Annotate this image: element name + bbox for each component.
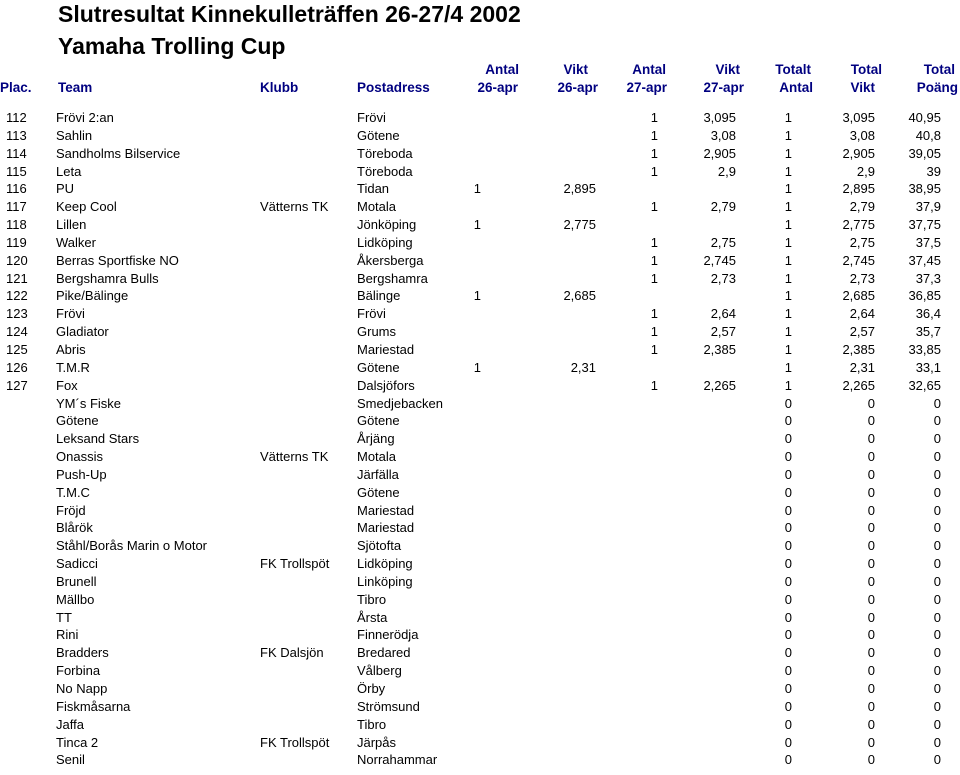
table-row: [0, 537, 960, 555]
header-total-vikt-bottom: Vikt: [850, 80, 875, 95]
cell-total-vikt: 0: [867, 484, 875, 500]
cell-postadress: Årsta: [357, 609, 388, 625]
cell-postadress: Strömsund: [357, 698, 420, 714]
cell-team: Jaffa: [56, 716, 84, 732]
cell-total-vikt: 2,31: [849, 359, 875, 375]
cell-total-poang: 0: [933, 395, 941, 411]
table-row: [0, 680, 960, 698]
cell-team: Push-Up: [56, 466, 107, 482]
cell-total-poang: 37,3: [915, 270, 941, 286]
cell-total-vikt: 2,64: [849, 306, 875, 322]
cell-plac: 116: [6, 181, 27, 197]
cell-team: Sahlin: [56, 127, 93, 143]
header-vikt27-top: Vikt: [715, 62, 740, 77]
cell-team: PU: [56, 181, 75, 197]
table-row: [0, 662, 960, 680]
cell-antal27: 1: [650, 145, 658, 161]
cell-total-vikt: 0: [867, 449, 875, 465]
cell-postadress: Mariestad: [357, 341, 415, 357]
cell-plac: 119: [6, 234, 27, 250]
cell-total-vikt: 2,9: [856, 163, 875, 179]
page-title: Slutresultat Kinnekulleträffen 26-27/4 2002: [58, 1, 521, 27]
cell-total-vikt: 0: [867, 466, 875, 482]
cell-totalt-antal: 1: [784, 234, 792, 250]
cell-totalt-antal: 0: [784, 466, 792, 482]
cell-antal27: 1: [650, 324, 658, 340]
cell-postadress: Sjötofta: [357, 538, 402, 554]
cell-total-poang: 0: [933, 681, 941, 696]
cell-postadress: Motala: [357, 199, 397, 215]
cell-total-poang: 0: [933, 502, 941, 518]
header-totalt-antal-top: Totalt: [775, 62, 811, 77]
cell-total-poang: 0: [933, 520, 941, 536]
cell-vikt26: 2,775: [563, 217, 596, 233]
cell-postadress: Töreboda: [357, 145, 413, 161]
cell-total-vikt: 0: [867, 716, 875, 732]
cell-team: Onassis: [56, 449, 103, 465]
cell-postadress: Jönköping: [357, 217, 417, 233]
cell-totalt-antal: 1: [784, 359, 792, 375]
cell-totalt-antal: 0: [784, 645, 792, 661]
cell-team: Fröjd: [56, 502, 86, 518]
cell-totalt-antal: 0: [784, 591, 792, 607]
table-row: [0, 591, 960, 609]
cell-vikt27: 2,79: [710, 199, 736, 215]
cell-postadress: Götene: [357, 359, 400, 375]
header-plac: Plac.: [0, 80, 32, 95]
cell-vikt27: 2,75: [710, 234, 736, 250]
cell-postadress: Götene: [357, 413, 400, 429]
cell-team: T.M.R: [56, 359, 90, 375]
cell-postadress: Götene: [357, 127, 400, 143]
table-row: [0, 502, 960, 520]
cell-total-poang: 36,85: [908, 288, 941, 304]
cell-total-poang: 32,65: [908, 377, 941, 393]
cell-team: Bergshamra Bulls: [56, 270, 159, 286]
cell-total-poang: 0: [933, 573, 941, 589]
table-row: [0, 519, 960, 537]
cell-total-poang: 0: [933, 591, 941, 607]
cell-total-vikt: 0: [867, 627, 875, 643]
cell-totalt-antal: 0: [784, 681, 792, 696]
cell-plac: 121: [6, 270, 28, 286]
cell-postadress: Linköping: [357, 573, 413, 589]
cell-total-poang: 33,85: [908, 341, 941, 357]
cell-totalt-antal: 1: [784, 252, 792, 268]
cell-team: Frövi 2:an: [56, 110, 114, 125]
cell-team: Pike/Bälinge: [56, 288, 129, 304]
cell-antal27: 1: [650, 341, 658, 357]
header-total-vikt-top: Total: [850, 62, 882, 77]
table-row: [0, 252, 960, 270]
cell-total-vikt: 0: [867, 395, 875, 411]
cell-postadress: Årjäng: [357, 431, 395, 447]
cell-total-vikt: 0: [867, 502, 875, 518]
cell-totalt-antal: 0: [784, 663, 792, 679]
cell-total-poang: 0: [933, 449, 941, 465]
cell-plac: 120: [6, 252, 28, 268]
header-antal26-bottom: 26-apr: [477, 80, 518, 95]
cell-klubb: Vätterns TK: [260, 449, 329, 465]
cell-totalt-antal: 0: [784, 609, 792, 625]
cell-total-poang: 0: [933, 609, 941, 625]
cell-total-poang: 0: [933, 663, 941, 679]
cell-total-poang: 39: [926, 163, 941, 179]
cell-totalt-antal: 0: [784, 573, 792, 589]
cell-antal27: 1: [650, 163, 658, 179]
header-total-poang-bottom: Poäng: [916, 80, 958, 95]
header-antal27-bottom: 27-apr: [626, 80, 667, 95]
cell-total-poang: 0: [933, 627, 941, 643]
cell-team: Fox: [56, 377, 78, 393]
cell-total-vikt: 0: [867, 573, 875, 589]
cell-antal27: 1: [650, 377, 658, 393]
cell-vikt26: 2,31: [570, 359, 596, 375]
cell-total-vikt: 0: [867, 609, 875, 625]
cell-team: Mällbo: [56, 591, 95, 607]
cell-total-vikt: 0: [867, 734, 875, 750]
results-table: [0, 109, 960, 769]
cell-postadress: Motala: [357, 449, 397, 465]
cell-total-vikt: 0: [867, 752, 875, 768]
cell-total-vikt: 2,79: [849, 199, 875, 215]
cell-postadress: Tibro: [357, 591, 387, 607]
table-row: [0, 270, 960, 288]
cell-team: Leksand Stars: [56, 431, 140, 447]
cell-postadress: Tidan: [357, 181, 390, 197]
table-row: [0, 127, 960, 145]
cell-postadress: Bergshamra: [357, 270, 428, 286]
cell-postadress: Lidköping: [357, 556, 413, 572]
cell-antal27: 1: [650, 127, 658, 143]
cell-total-vikt: 0: [867, 538, 875, 554]
cell-totalt-antal: 1: [784, 341, 792, 357]
cell-totalt-antal: 0: [784, 716, 792, 732]
cell-total-poang: 0: [933, 538, 941, 554]
table-row: [0, 626, 960, 644]
table-row: [0, 609, 960, 627]
header-postadress: Postadress: [357, 80, 430, 95]
header-vikt26-top: Vikt: [563, 62, 588, 77]
cell-team: TT: [56, 609, 72, 625]
cell-plac: 126: [6, 359, 28, 375]
table-row: [0, 198, 960, 216]
cell-total-vikt: 0: [867, 698, 875, 714]
table-row: [0, 573, 960, 591]
cell-total-vikt: 3,08: [849, 127, 875, 143]
cell-total-poang: 38,95: [908, 181, 941, 197]
cell-postadress: Frövi: [357, 306, 386, 322]
cell-team: Lillen: [56, 217, 87, 233]
cell-plac: 122: [6, 288, 28, 304]
cell-team: Rini: [56, 627, 79, 643]
cell-plac: 113: [6, 127, 27, 143]
cell-postadress: Mariestad: [357, 520, 415, 536]
cell-team: Götene: [56, 413, 99, 429]
table-row: [0, 234, 960, 252]
cell-totalt-antal: 0: [784, 413, 792, 429]
cell-vikt27: 3,095: [703, 110, 736, 125]
cell-postadress: Järfälla: [357, 466, 399, 482]
cell-team: Leta: [56, 163, 82, 179]
cell-total-poang: 33,1: [915, 359, 941, 375]
cell-total-poang: 37,45: [908, 252, 941, 268]
table-row: [0, 359, 960, 377]
cell-team: Berras Sportfiske NO: [56, 252, 179, 268]
cell-totalt-antal: 0: [784, 484, 792, 500]
cell-total-vikt: 2,57: [849, 324, 875, 340]
cell-total-vikt: 2,385: [842, 341, 875, 357]
cell-totalt-antal: 1: [784, 288, 792, 304]
cell-plac: 127: [6, 377, 28, 393]
cell-postadress: Järpås: [357, 734, 397, 750]
cell-postadress: Tibro: [357, 716, 387, 732]
cell-totalt-antal: 1: [784, 306, 792, 322]
cell-postadress: Smedjebacken: [357, 395, 443, 411]
cell-totalt-antal: 0: [784, 395, 792, 411]
cell-team: Sadicci: [56, 556, 98, 572]
table-row: [0, 466, 960, 484]
cell-totalt-antal: 0: [784, 520, 792, 536]
cell-vikt27: 2,385: [703, 341, 736, 357]
cell-total-poang: 0: [933, 734, 941, 750]
cell-totalt-antal: 1: [784, 324, 792, 340]
table-row: [0, 109, 960, 127]
cell-antal27: 1: [650, 110, 658, 125]
header-vikt27-bottom: 27-apr: [703, 80, 744, 95]
header-total-poang-top: Total: [923, 62, 955, 77]
table-row: [0, 377, 960, 395]
table-row: [0, 180, 960, 198]
cell-totalt-antal: 0: [784, 698, 792, 714]
header-team: Team: [58, 80, 93, 95]
cell-team: T.M.C: [56, 484, 90, 500]
cell-totalt-antal: 0: [784, 502, 792, 518]
cell-total-vikt: 2,905: [842, 145, 875, 161]
table-row: [0, 145, 960, 163]
cell-plac: 125: [6, 341, 28, 357]
cell-total-poang: 40,95: [908, 110, 941, 125]
cell-antal27: 1: [650, 252, 658, 268]
cell-total-poang: 0: [933, 466, 941, 482]
cell-totalt-antal: 0: [784, 431, 792, 447]
cell-antal26: 1: [473, 359, 481, 375]
table-row: [0, 644, 960, 662]
cell-klubb: Vätterns TK: [260, 199, 329, 215]
cell-vikt27: 2,265: [703, 377, 736, 393]
table-row: [0, 430, 960, 448]
cell-vikt27: 2,9: [717, 163, 736, 179]
cell-team: Blårök: [56, 520, 93, 536]
header-klubb: Klubb: [260, 80, 299, 95]
cell-antal26: 1: [473, 181, 481, 197]
table-row: [0, 395, 960, 413]
cell-postadress: Töreboda: [357, 163, 413, 179]
cell-postadress: Vålberg: [357, 663, 402, 679]
cell-vikt27: 2,64: [710, 306, 736, 322]
cell-total-vikt: 2,265: [842, 377, 875, 393]
cell-totalt-antal: 0: [784, 734, 792, 750]
cell-team: Ståhl/Borås Marin o Motor: [56, 538, 208, 554]
cell-team: YM´s Fiske: [56, 395, 121, 411]
cell-antal26: 1: [473, 217, 481, 233]
cell-vikt27: 2,57: [710, 324, 736, 340]
cell-totalt-antal: 1: [784, 270, 792, 286]
cell-total-poang: 0: [933, 752, 941, 768]
cell-total-vikt: 3,095: [842, 110, 875, 125]
cell-postadress: Åkersberga: [357, 252, 424, 268]
table-row: [0, 287, 960, 305]
cell-total-vikt: 2,745: [842, 252, 875, 268]
cell-postadress: Frövi: [357, 110, 386, 125]
cell-totalt-antal: 0: [784, 538, 792, 554]
cell-plac: 117: [6, 199, 27, 215]
cell-klubb: FK Trollspöt: [260, 556, 330, 572]
cell-plac: 115: [6, 163, 27, 179]
cell-plac: 124: [6, 324, 28, 340]
cell-postadress: Lidköping: [357, 234, 413, 250]
cell-total-vikt: 0: [867, 520, 875, 536]
cell-postadress: Finnerödja: [357, 627, 419, 643]
page-subtitle: Yamaha Trolling Cup: [58, 33, 286, 59]
cell-plac: 123: [6, 306, 28, 322]
cell-total-poang: 0: [933, 645, 941, 661]
table-row: [0, 448, 960, 466]
cell-totalt-antal: 1: [784, 145, 792, 161]
cell-total-poang: 39,05: [908, 145, 941, 161]
table-row: [0, 734, 960, 752]
cell-total-vikt: 0: [867, 663, 875, 679]
cell-totalt-antal: 1: [784, 127, 792, 143]
cell-team: Keep Cool: [56, 199, 117, 215]
table-row: [0, 412, 960, 430]
cell-total-poang: 0: [933, 698, 941, 714]
header-antal26-top: Antal: [485, 62, 519, 77]
cell-total-poang: 0: [933, 484, 941, 500]
table-row: [0, 555, 960, 573]
cell-team: Senil: [56, 752, 85, 768]
table-row: [0, 323, 960, 341]
table-row: [0, 341, 960, 359]
table-row: [0, 698, 960, 716]
cell-postadress: Örby: [357, 681, 386, 696]
cell-totalt-antal: 1: [784, 217, 792, 233]
cell-vikt27: 3,08: [710, 127, 736, 143]
cell-total-vikt: 0: [867, 591, 875, 607]
cell-plac: 114: [6, 145, 27, 161]
cell-vikt27: 2,73: [710, 270, 736, 286]
cell-postadress: Bredared: [357, 645, 411, 661]
cell-total-poang: 0: [933, 431, 941, 447]
cell-total-vikt: 0: [867, 645, 875, 661]
table-row: [0, 484, 960, 502]
table-row: [0, 305, 960, 323]
cell-total-vikt: 2,895: [842, 181, 875, 197]
cell-total-poang: 37,75: [908, 217, 941, 233]
cell-team: Sandholms Bilservice: [56, 145, 181, 161]
cell-totalt-antal: 0: [784, 449, 792, 465]
cell-totalt-antal: 1: [784, 181, 792, 197]
cell-team: Bradders: [56, 645, 109, 661]
cell-antal27: 1: [650, 270, 658, 286]
table-row: [0, 716, 960, 734]
cell-team: Frövi: [56, 306, 85, 322]
cell-antal26: 1: [473, 288, 481, 304]
cell-postadress: Norrahammar: [357, 752, 438, 768]
cell-total-poang: 0: [933, 716, 941, 732]
cell-team: No Napp: [56, 681, 108, 696]
cell-postadress: Bälinge: [357, 288, 401, 304]
cell-postadress: Grums: [357, 324, 396, 340]
cell-team: Brunell: [56, 573, 97, 589]
cell-total-vikt: 0: [867, 556, 875, 572]
cell-plac: 112: [6, 110, 27, 125]
cell-total-poang: 36,4: [915, 306, 941, 322]
cell-total-vikt: 0: [867, 413, 875, 429]
header-totalt-antal-bottom: Antal: [779, 80, 813, 95]
cell-total-vikt: 2,685: [842, 288, 875, 304]
cell-antal27: 1: [650, 234, 658, 250]
header-antal27-top: Antal: [632, 62, 666, 77]
cell-total-poang: 35,7: [915, 324, 941, 340]
cell-antal27: 1: [650, 199, 658, 215]
cell-totalt-antal: 1: [784, 110, 792, 125]
cell-totalt-antal: 0: [784, 556, 792, 572]
cell-totalt-antal: 1: [784, 199, 792, 215]
cell-vikt26: 2,685: [563, 288, 596, 304]
cell-vikt27: 2,745: [703, 252, 736, 268]
cell-total-poang: 0: [933, 413, 941, 429]
cell-team: Fiskmåsarna: [56, 698, 131, 714]
cell-totalt-antal: 1: [784, 163, 792, 179]
table-row: [0, 216, 960, 234]
cell-total-vikt: 0: [867, 431, 875, 447]
cell-totalt-antal: 0: [784, 627, 792, 643]
cell-total-poang: 40,8: [915, 127, 941, 143]
cell-klubb: FK Dalsjön: [260, 645, 324, 661]
cell-postadress: Dalsjöfors: [357, 377, 415, 393]
cell-total-poang: 0: [933, 556, 941, 572]
cell-team: Walker: [56, 234, 96, 250]
cell-vikt27: 2,905: [703, 145, 736, 161]
cell-team: Gladiator: [56, 324, 109, 340]
cell-team: Tinca 2: [56, 734, 99, 750]
cell-postadress: Götene: [357, 484, 400, 500]
cell-team: Forbina: [56, 663, 101, 679]
cell-totalt-antal: 1: [784, 377, 792, 393]
cell-team: Abris: [56, 341, 86, 357]
cell-total-vikt: 2,75: [849, 234, 875, 250]
cell-plac: 118: [6, 217, 27, 233]
header-vikt26-bottom: 26-apr: [557, 80, 598, 95]
cell-total-poang: 37,9: [915, 199, 941, 215]
cell-total-vikt: 2,73: [849, 270, 875, 286]
cell-antal27: 1: [650, 306, 658, 322]
cell-total-vikt: 2,775: [842, 217, 875, 233]
table-row: [0, 163, 960, 181]
cell-vikt26: 2,895: [563, 181, 596, 197]
cell-klubb: FK Trollspöt: [260, 734, 330, 750]
cell-total-vikt: 0: [867, 681, 875, 696]
cell-postadress: Mariestad: [357, 502, 415, 518]
cell-totalt-antal: 0: [784, 752, 792, 768]
cell-total-poang: 37,5: [915, 234, 941, 250]
table-row: [0, 751, 960, 769]
